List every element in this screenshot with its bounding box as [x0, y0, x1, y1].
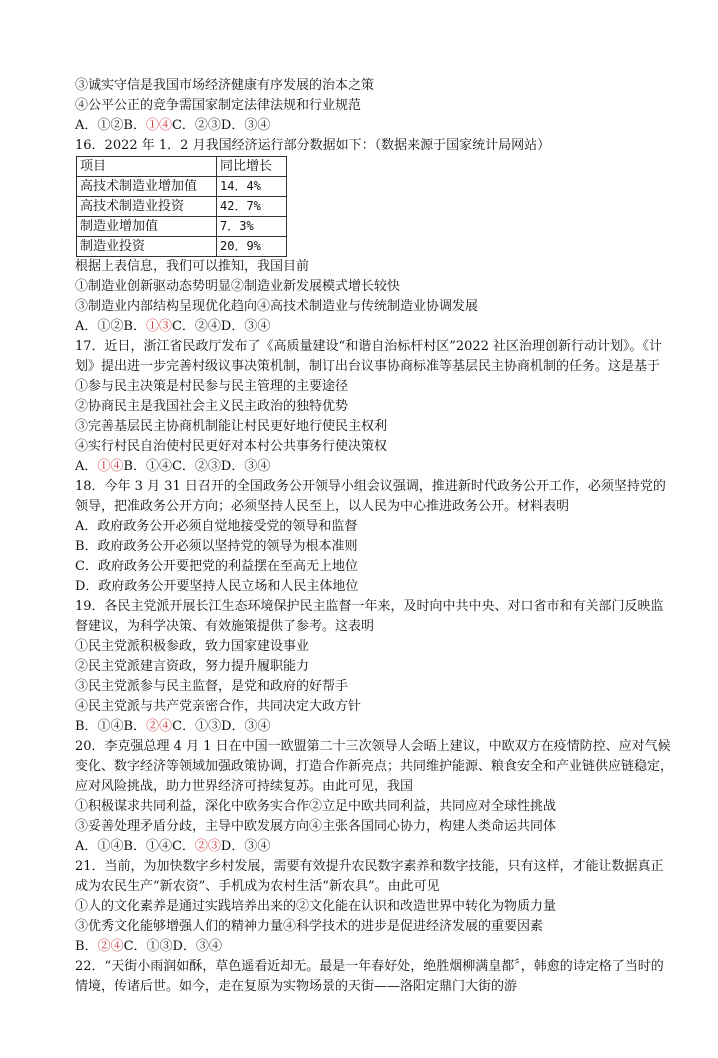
highlighted-answer: ②④ [146, 719, 173, 734]
option-line: ③诚实守信是我国市场经济健康有序发展的治本之策 [75, 78, 375, 93]
highlighted-answer: ①③ [145, 319, 172, 334]
table-header: 同比增长 [217, 157, 287, 177]
option-line: ④公平公正的竞争需国家制定法律法规和行业规范 [75, 98, 362, 113]
option-line: ②协商民主是我国社会主义民主政治的独特优势 [75, 399, 349, 414]
option-line: ①人的文化素养是通过实践培养出来的②文化能在认识和改造世界中转化为物质力量 [75, 899, 557, 914]
answer-line: A．①④B．①④C．②③D．③④ [75, 459, 271, 474]
table-row [77, 197, 287, 217]
table-cell: 高技术制造业投资 [77, 197, 217, 217]
answer-line: B．②④C．①③D．③④ [75, 939, 222, 954]
answer-line: A．①②B．①③C．②④D．③④ [75, 319, 271, 334]
option-line: ①积极谋求共同利益，深化中欧务实合作②立足中欧共同利益，共同应对全球性挑战 [75, 799, 557, 814]
highlighted-answer: ①④ [97, 459, 124, 474]
exam-page [75, 76, 675, 997]
table-cell: 20．9% [217, 237, 287, 257]
highlighted-answer: ②③ [194, 839, 221, 854]
option-line: ④实行村民自治使村民更好对本村公共事务行使决策权 [75, 439, 388, 454]
highlighted-answer: ②④ [97, 939, 124, 954]
option-line: A．政府政务公开必须自觉地接受党的领导和监督 [75, 519, 358, 534]
option-line: C．政府政务公开要把党的利益摆在至高无上地位 [75, 559, 358, 574]
table-row [77, 237, 287, 257]
question-17-stem: 17．近日，浙江省民政厅发布了《高质量建设“和谐自治标杆村区”2022 社区治理创新行动计划》。《计划》提出进一步完善村级议事决策机制，制订出台议事协商标准等基层民主协商机制的任务。这是基于 [75, 339, 663, 374]
question-20-stem: 20．李克强总理 4 月 1 日在中国一欧盟第二十三次领导人会晤上建议，中欧双方在疫情防控、应对气候变化、数字经济等领域加强政策协调，打造合作新亮点；共同维护能源、粮食安全和产业链供应链稳定，应对风险挑战，助力世界经济可持续复苏。由此可见，我国 [75, 739, 674, 794]
table-cell: 7．3% [217, 217, 287, 237]
option-line: 根据上表信息，我们可以推知，我国目前 [75, 259, 310, 274]
option-line: ①参与民主决策是村民参与民主管理的主要途径 [75, 379, 349, 394]
question-21-stem: 21．当前，为加快数字乡村发展，需要有效提升农民数字素养和数字技能，只有这样，才能让数据真正成为农民生产“新农资”、手机成为农村生活“新农具”。由此可见 [75, 859, 664, 894]
option-line: ③民主党派参与民主监督，是党和政府的好帮手 [75, 679, 349, 694]
table-header-row [77, 157, 287, 177]
table-header: 项目 [77, 157, 217, 177]
option-line: ②民主党派建言资政，努力提升履职能力 [75, 659, 310, 674]
question-22-stem: 22．“天街小雨润如酥，草色遥看近却无。最是一年春好处，绝胜烟柳满皇都〞，韩愈的诗定格了当时的情境，传诸后世。如今，走在复原为实物场景的天街——洛阳定鼎门大街的游 [75, 959, 664, 994]
table-cell: 制造业投资 [77, 237, 217, 257]
question-18-stem: 18．今年 3 月 31 日召开的全国政务公开领导小组会议强调，推进新时代政务公开工作，必须坚持党的领导，把准政务公开方向；必须坚持人民至上，以人民为中心推进政务公开。材料表明 [75, 479, 666, 514]
option-line: ③妥善处理矛盾分歧，主导中欧发展方向④主张各国同心协力，构建人类命运共同体 [75, 819, 557, 834]
question-19-stem: 19．各民主党派开展长江生态环境保护民主监督一年来，及时向中共中央、对口省市和有关部门反映监督建议，为科学决策、有效施策提供了参考。这表明 [75, 599, 664, 634]
option-line: ④民主党派与共产党亲密合作，共同决定大政方针 [75, 699, 362, 714]
answer-line: A．①②B．①④C．②③D．③④ [75, 118, 271, 133]
option-line: B．政府政务公开必须以坚持党的领导为根本准则 [75, 539, 358, 554]
option-line: ③优秀文化能够增强人们的精神力量④科学技术的进步是促进经济发展的重要因素 [75, 919, 544, 934]
option-line: ①制造业创新驱动态势明显②制造业新发展模式增长较快 [75, 279, 401, 294]
option-line: ③完善基层民主协商机制能让村民更好地行使民主权利 [75, 419, 388, 434]
table-cell: 14．4% [217, 177, 287, 197]
highlighted-answer: ①④ [145, 118, 172, 133]
economic-data-table [76, 156, 287, 257]
table-cell: 制造业增加值 [77, 217, 217, 237]
table-row [77, 177, 287, 197]
answer-line: A．①④B．①④C．②③D．③④ [75, 839, 271, 854]
table-row [77, 217, 287, 237]
table-cell: 42．7% [217, 197, 287, 217]
answer-line: B．①④B．②④C．①③D．③④ [75, 719, 271, 734]
option-line: D．政府政务公开要坚持人民立场和人民主体地位 [75, 579, 359, 594]
question-16-stem: 16．2022 年 1．2 月我国经济运行部分数据如下：（数据来源于国家统计局网站） [75, 138, 551, 153]
option-line: ③制造业内部结构呈现优化趋向④高技术制造业与传统制造业协调发展 [75, 299, 479, 314]
option-line: ①民主党派积极参政，致力国家建设事业 [75, 639, 310, 654]
table-cell: 高技术制造业增加值 [77, 177, 217, 197]
